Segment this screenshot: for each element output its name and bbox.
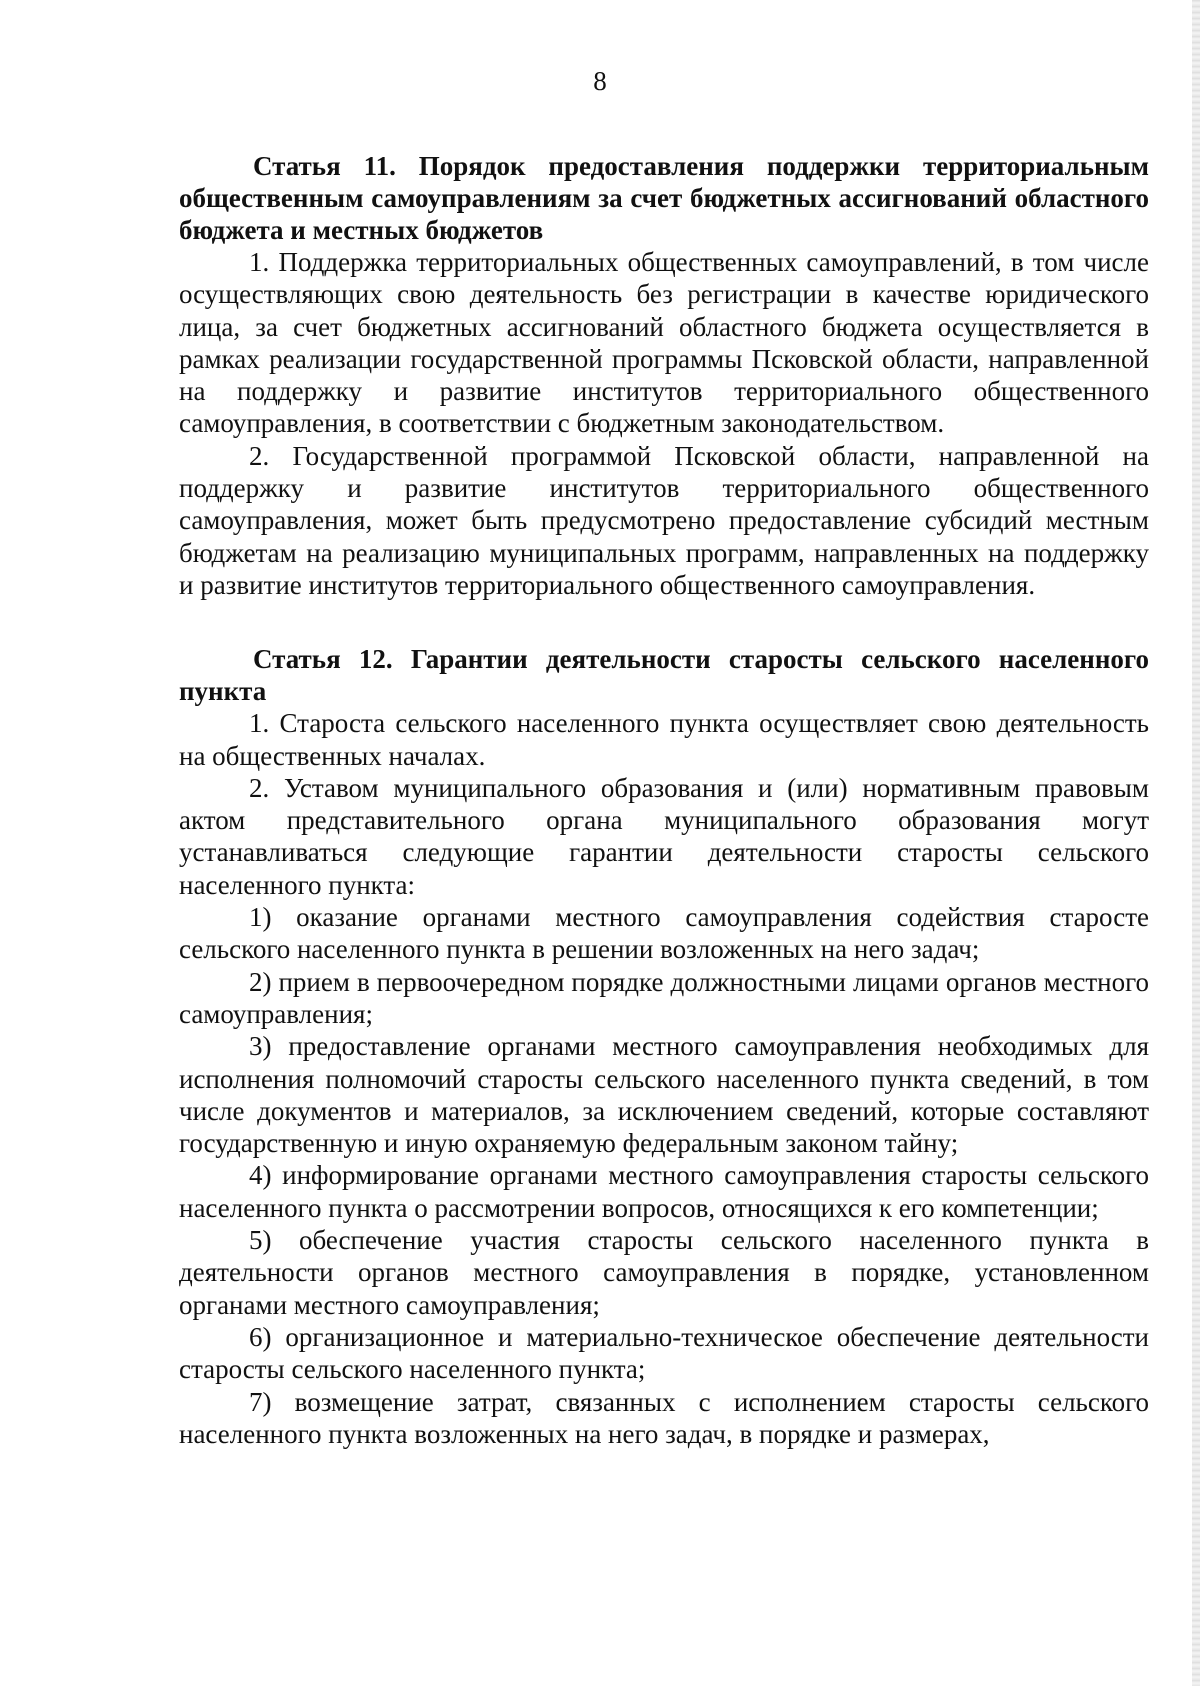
article-12-item-6: 6) организационное и материально-техническое обеспечение деятельности старосты сельского населенного пункта;: [179, 1321, 1149, 1385]
article-12-item-1: 1) оказание органами местного самоуправления содействия старосте сельского населенного пункта в решении возложенных на него задач;: [179, 902, 1149, 965]
article-12-paragraph-2: 2. Уставом муниципального образования и (или) нормативным правовым актом представительного органа муниципального образования могут устанавливаться следующие гарантии деятельности старосты сельского населенного пункта:: [179, 772, 1149, 900]
article-11-paragraph-2: 2. Государственной программой Псковской области, направленной на поддержку и развитие институтов территориального общественного самоуправления, может быть предусмотрено предоставление субсидий местным бюджетам на реализацию муниципальных программ, направленных на поддержку и развитие институтов территориального общественного самоуправления.: [179, 440, 1149, 600]
article-12-paragraph-1: 1. Староста сельского населенного пункта осуществляет свою деятельность на общественных началах.: [179, 708, 1149, 771]
article-12-item-5: 5) обеспечение участия старосты сельского населенного пункта в деятельности органов местного самоуправления в порядке, установленном органами местного самоуправления;: [179, 1225, 1149, 1320]
article-12-item-4: 4) информирование органами местного самоуправления старосты сельского населенного пункта о рассмотрении вопросов, относящихся к его компетенции;: [179, 1160, 1149, 1223]
article-12-heading: Статья 12. Гарантии деятельности старосты сельского населенного пункта: [179, 644, 1149, 707]
article-11-heading: Статья 11. Порядок предоставления поддержки территориальным общественным самоуправлениям за счет бюджетных ассигнований областного бюджета и местных бюджетов: [179, 151, 1149, 245]
document-body: [179, 150, 1149, 1450]
page-number: 8: [593, 66, 607, 96]
scan-edge: [1192, 0, 1200, 1686]
article-12-item-2: 2) прием в первоочередном порядке должностными лицами органов местного самоуправления;: [179, 966, 1149, 1029]
article-12-item-3: 3) предоставление органами местного самоуправления необходимых для исполнения полномочий старосты сельского населенного пункта сведений, в том числе документов и материалов, за исключением сведений, которые составляют государственную и иную охраняемую федеральным законом тайну;: [179, 1031, 1149, 1159]
article-12-item-7: 7) возмещение затрат, связанных с исполнением старосты сельского населенного пункта возложенных на него задач, в порядке и размерах,: [179, 1386, 1149, 1449]
article-11-paragraph-1: 1. Поддержка территориальных общественных самоуправлений, в том числе осуществляющих свою деятельность без регистрации в качестве юридического лица, за счет бюджетных ассигнований областного бюджета осуществляется в рамках реализации государственной программы Псковской области, направленной на поддержку и развитие институтов территориального общественного самоуправления, в соответствии с бюджетным законодательством.: [179, 247, 1149, 439]
